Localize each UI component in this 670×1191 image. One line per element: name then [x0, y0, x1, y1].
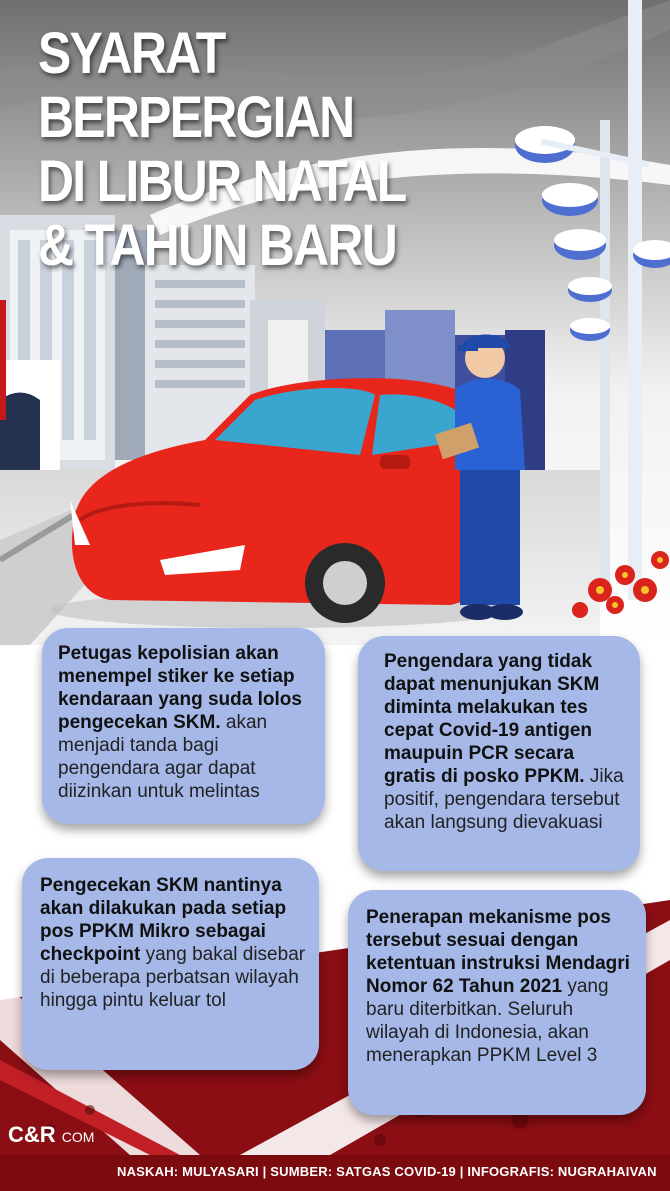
info-card-regulation — [348, 890, 646, 1115]
credits-text: NASKAH: MULYASARI | SUMBER: SATGAS COVID-19 | INFOGRAFIS: NUGRAHAIVAN — [117, 1164, 657, 1179]
card-bold-text: Penerapan mekanisme pos tersebut sesuai dengan ketentuan instruksi Mendagri Nomor 62 Tahun 2021 — [366, 907, 630, 997]
card-bold-text: Petugas kepolisian akan menempel stiker ke setiap kendaraan yang suda lolos pengecekan SKM. — [58, 643, 302, 733]
card-regular-text: akan menjadi tanda bagi pengendara agar dapat diizinkan untuk melintas — [58, 712, 268, 802]
page-title: SYARAT BERPERGIAN DI LIBUR NATAL & TAHUN BARU — [38, 21, 406, 278]
card-regular-text: yang baru diterbitkan. Seluruh wilayah di Indonesia, akan menerapkan PPKM Level 3 — [366, 976, 609, 1066]
brand-logo — [8, 1122, 94, 1148]
card-bold-text: Pengendara yang tidak dapat menunjukan SKM diminta melakukan tes cepat Covid-19 antigen maupuin PCR secara gratis di posko PPKM. — [384, 651, 600, 787]
logo-sub: COM — [61, 1129, 95, 1145]
card-regular-text: Jika positif, pengendara tersebut akan langsung dievakuasi — [384, 766, 624, 833]
logo-main: C&R — [8, 1122, 56, 1147]
info-card-test — [358, 636, 640, 871]
card-bold-text: Pengecekan SKM nantinya akan dilakukan pada setiap pos PPKM Mikro sebagai checkpoint — [40, 875, 287, 965]
card-regular-text: yang bakal disebar di beberapa perbatsan wilayah hingga pintu keluar tol — [40, 944, 306, 1011]
info-card-checkpoint — [22, 858, 319, 1070]
info-card-sticker — [42, 628, 325, 824]
